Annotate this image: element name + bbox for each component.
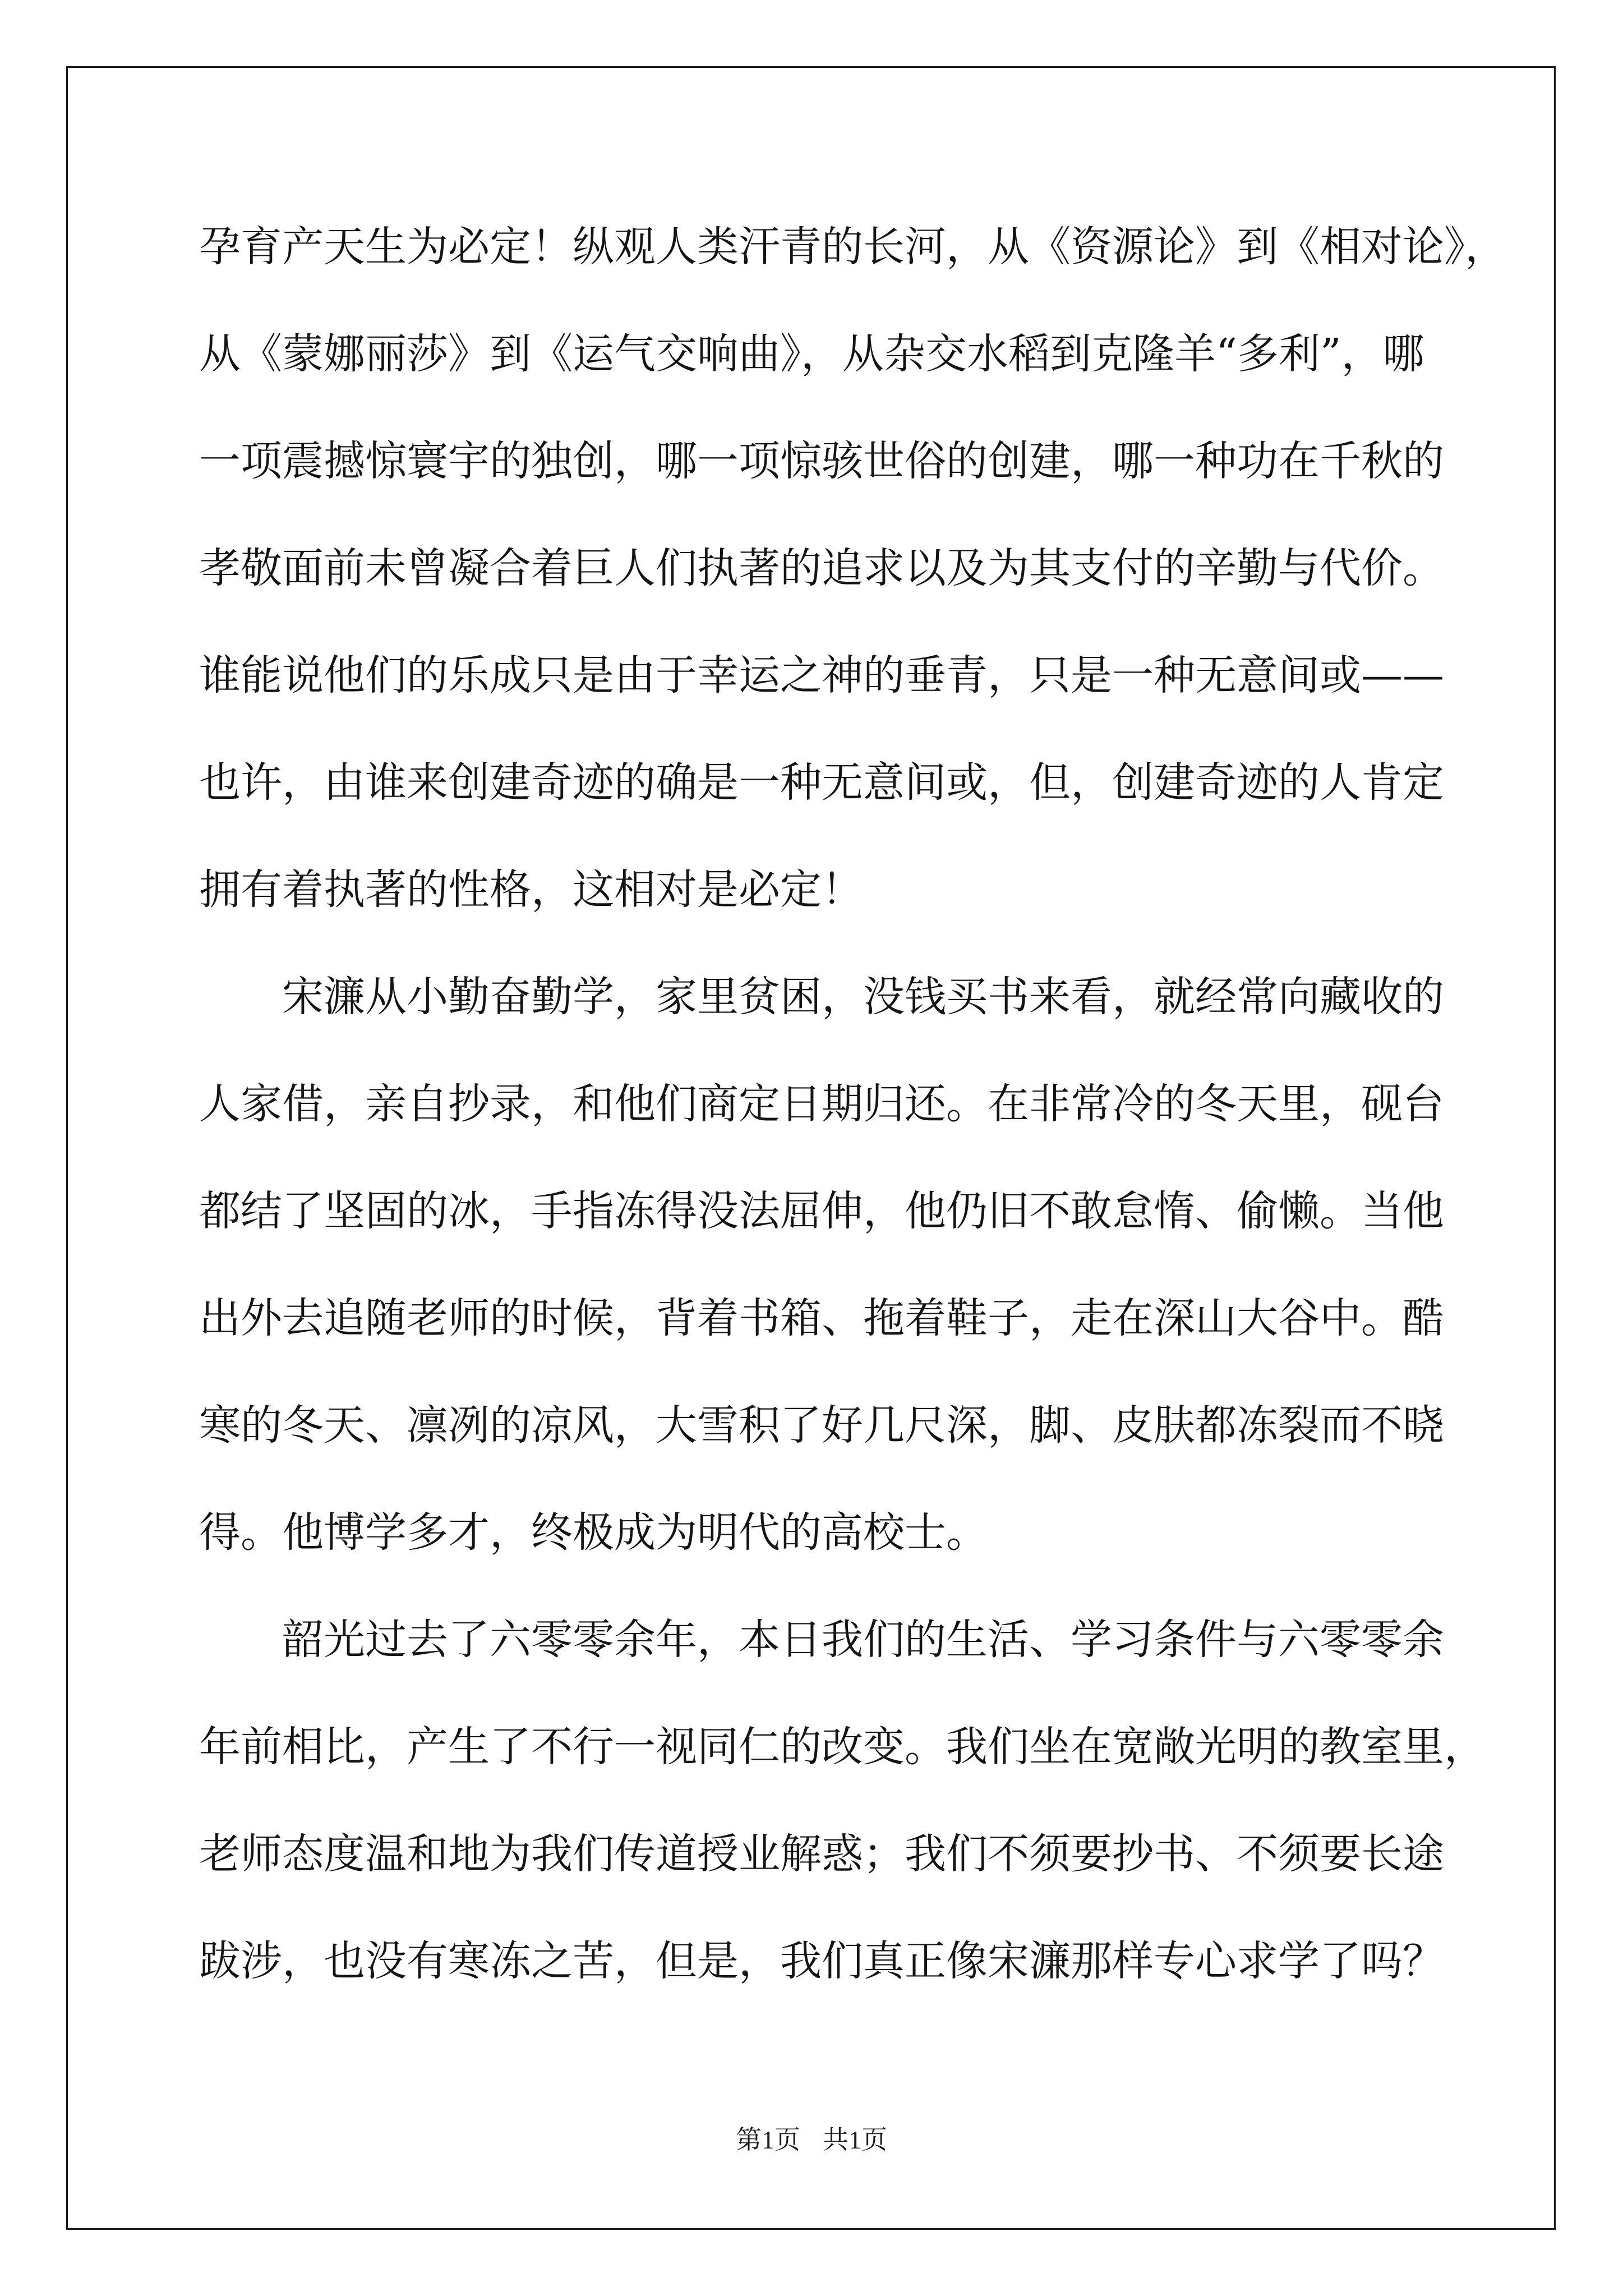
text-line: 老师态度温和地为我们传道授业解惑；我们不须要抄书、不须要长途 xyxy=(199,1830,1444,1878)
paragraph-3 xyxy=(199,1586,1486,2015)
text-line: 从《蒙娜丽莎》到《运气交响曲》，从杂交水稻到克隆羊“多利”，哪 xyxy=(199,330,1424,378)
page-total: 共1页 xyxy=(823,2125,887,2154)
text-line: 都结了坚固的冰，手指冻得没法屈伸，他仍旧不敢怠惰、偷懒。当他 xyxy=(199,1187,1444,1235)
text-line: 孝敬面前未曾凝合着巨人们执著的追求以及为其支付的辛勤与代价。 xyxy=(199,544,1444,592)
text-line: 人家借，亲自抄录，和他们商定日期归还。在非常冷的冬天里，砚台 xyxy=(199,1080,1444,1128)
text-line: 宋濂从小勤奋勤学，家里贫困，没钱买书来看，就经常向藏收的 xyxy=(199,973,1444,1021)
text-line: 谁能说他们的乐成只是由于幸运之神的垂青，只是一种无意间或—— xyxy=(199,651,1444,700)
text-line: 出外去追随老师的时候，背着书箱、拖着鞋子，走在深山大谷中。酷 xyxy=(199,1294,1444,1342)
text-line: 也许，由谁来创建奇迹的确是一种无意间或，但，创建奇迹的人肯定 xyxy=(199,758,1444,807)
document-body xyxy=(199,194,1506,2015)
text-line: 孕育产天生为必定！纵观人类汗青的长河，从《资源论》到《相对论》， xyxy=(199,223,1506,271)
page-number: 第1页 xyxy=(736,2125,800,2154)
paragraph-1 xyxy=(199,194,1506,944)
page-footer xyxy=(0,2123,1623,2157)
paragraph-2 xyxy=(199,944,1444,1586)
text-line: 拥有着执著的性格，这相对是必定！ xyxy=(199,866,863,914)
text-line: 跋涉，也没有寒冻之苦，但是，我们真正像宋濂那样专心求学了吗？ xyxy=(199,1937,1444,1985)
text-line: 一项震撼惊寰宇的独创，哪一项惊骇世俗的创建，哪一种功在千秋的 xyxy=(199,437,1444,485)
text-line: 韶光过去了六零零余年，本日我们的生活、学习条件与六零零余 xyxy=(199,1616,1444,1664)
text-line: 得。他博学多才，终极成为明代的高校士。 xyxy=(199,1508,988,1557)
text-line: 寒的冬天、凛冽的凉风，大雪积了好几尺深，脚、皮肤都冻裂而不晓 xyxy=(199,1401,1444,1450)
text-line: 年前相比，产生了不行一视同仁的改变。我们坐在宽敞光明的教室里， xyxy=(199,1723,1486,1771)
